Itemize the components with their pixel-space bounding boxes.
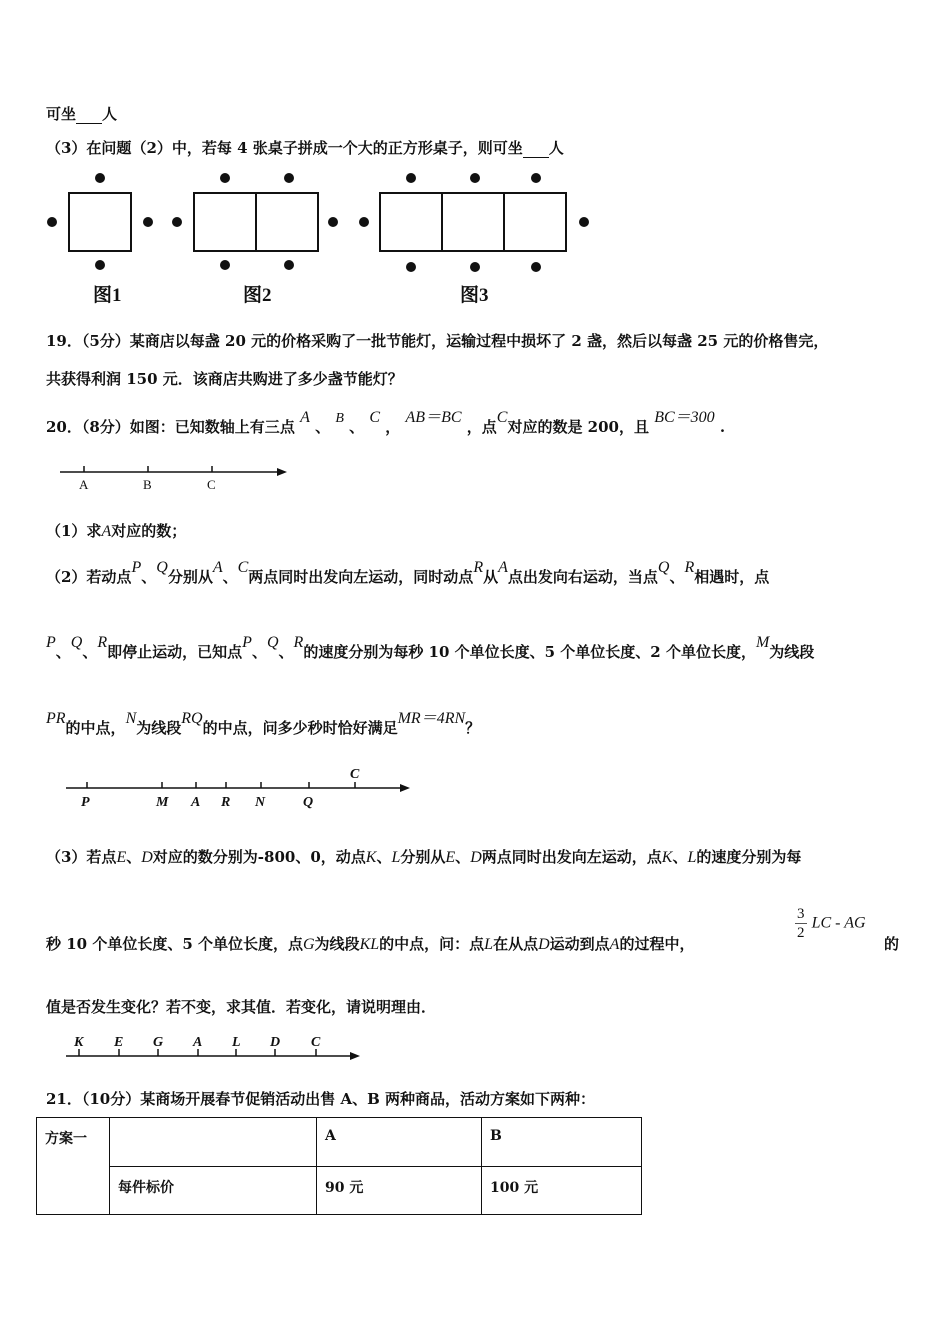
- q20-part3-line1: （3）若点E、D对应的数分别为-800、0，动点K、L分别从E、D两点同时出发向左运动，点K、L的速度分别为每: [46, 848, 802, 866]
- number-line-kegaldc: [60, 1032, 370, 1067]
- q18-part3: （3）在问题（2）中，若每 4 张桌子拼成一个大的正方形桌子，则可坐 人: [46, 139, 564, 157]
- price-b: 100 元: [482, 1166, 642, 1215]
- svg-text:M: M: [156, 795, 169, 810]
- svg-text:R: R: [221, 795, 231, 810]
- q20-fraction-expr: $\frac{3}{2}$ LC - AG: [797, 906, 866, 941]
- q18-continuation: 可坐 人: [46, 105, 118, 123]
- number-line-abc: [55, 460, 295, 495]
- svg-text:A: A: [191, 795, 201, 810]
- fig2-table-left: [194, 193, 256, 251]
- svg-text:L: L: [232, 1035, 241, 1050]
- svg-text:P: P: [81, 795, 90, 810]
- number-line-pmarnqc: [60, 765, 420, 815]
- svg-text:A: A: [193, 1035, 203, 1050]
- svg-text:A: A: [79, 477, 89, 492]
- fig1-table: [69, 193, 131, 251]
- col-b-header: B: [482, 1118, 642, 1167]
- svg-text:N: N: [255, 795, 266, 810]
- fig2-table-right: [256, 193, 318, 251]
- svg-text:Q: Q: [303, 795, 314, 810]
- svg-text:G: G: [153, 1035, 164, 1050]
- price-a: 90 元: [317, 1166, 482, 1215]
- svg-text:K: K: [74, 1035, 84, 1050]
- q20-part3-line2-tail: 的: [884, 935, 900, 953]
- q20-part2-line1: （2）若动点P、Q分别从A、C两点同时出发向左运动，同时动点R从A点出发向右运动，当点Q、R相遇时，点: [46, 559, 770, 586]
- q20-intro: 20．（8分）如图：已知数轴上有三点 A 、 B 、 C ， AB＝BC ，点C对应的数是 200，且 BC＝300 .: [46, 409, 726, 436]
- svg-text:C: C: [311, 1035, 321, 1050]
- q20-part2-line3: PR的中点，N为线段RQ的中点，问多少秒时恰好满足MR＝4RN？: [46, 710, 481, 737]
- fig1-label: 图1: [93, 285, 122, 306]
- svg-text:C: C: [207, 477, 216, 492]
- row-label-price: 每件标价: [110, 1166, 317, 1215]
- q19-line1: 19．（5分）某商店以每盏 20 元的价格采购了一批节能灯，运输过程中损坏了 2 盏，然后以每盏 25 元的价格售完，: [46, 332, 829, 350]
- q20-part3-line2: 秒 10 个单位长度、5 个单位长度，点G为线段KL的中点，问：点L在从点D运动到点A的过程中，: [46, 935, 695, 953]
- q20-part1: （1）求A对应的数；: [46, 522, 187, 540]
- q20-part2-line2: P、Q、R即停止运动，已知点P、Q、R的速度分别为每秒 10 个单位长度、5 个单位长度、2 个单位长度，M为线段: [46, 634, 815, 661]
- q21-intro: 21．（10分）某商场开展春节促销活动出售 A、B 两种商品，活动方案如下两种：: [46, 1090, 596, 1108]
- svg-text:E: E: [114, 1035, 124, 1050]
- fig3-table-1: [380, 193, 442, 251]
- fig3-label: 图3: [460, 285, 489, 306]
- svg-text:D: D: [270, 1035, 281, 1050]
- col-a-header: A: [317, 1118, 482, 1167]
- table-seating-figures: [0, 165, 620, 310]
- plan-label-cell: 方案一: [37, 1118, 110, 1215]
- svg-text:B: B: [143, 477, 152, 492]
- fig3-table-2: [442, 193, 504, 251]
- q19-line2: 共获得利润 150 元．该商店共购进了多少盏节能灯？: [46, 370, 403, 388]
- q20-part3-line3: 值是否发生变化？若不变，求其值．若变化，请说明理由．: [46, 998, 437, 1016]
- svg-text:C: C: [350, 767, 360, 782]
- fig2-label: 图2: [243, 285, 272, 306]
- promotion-plan-table: [36, 1117, 642, 1215]
- fig3-table-3: [504, 193, 566, 251]
